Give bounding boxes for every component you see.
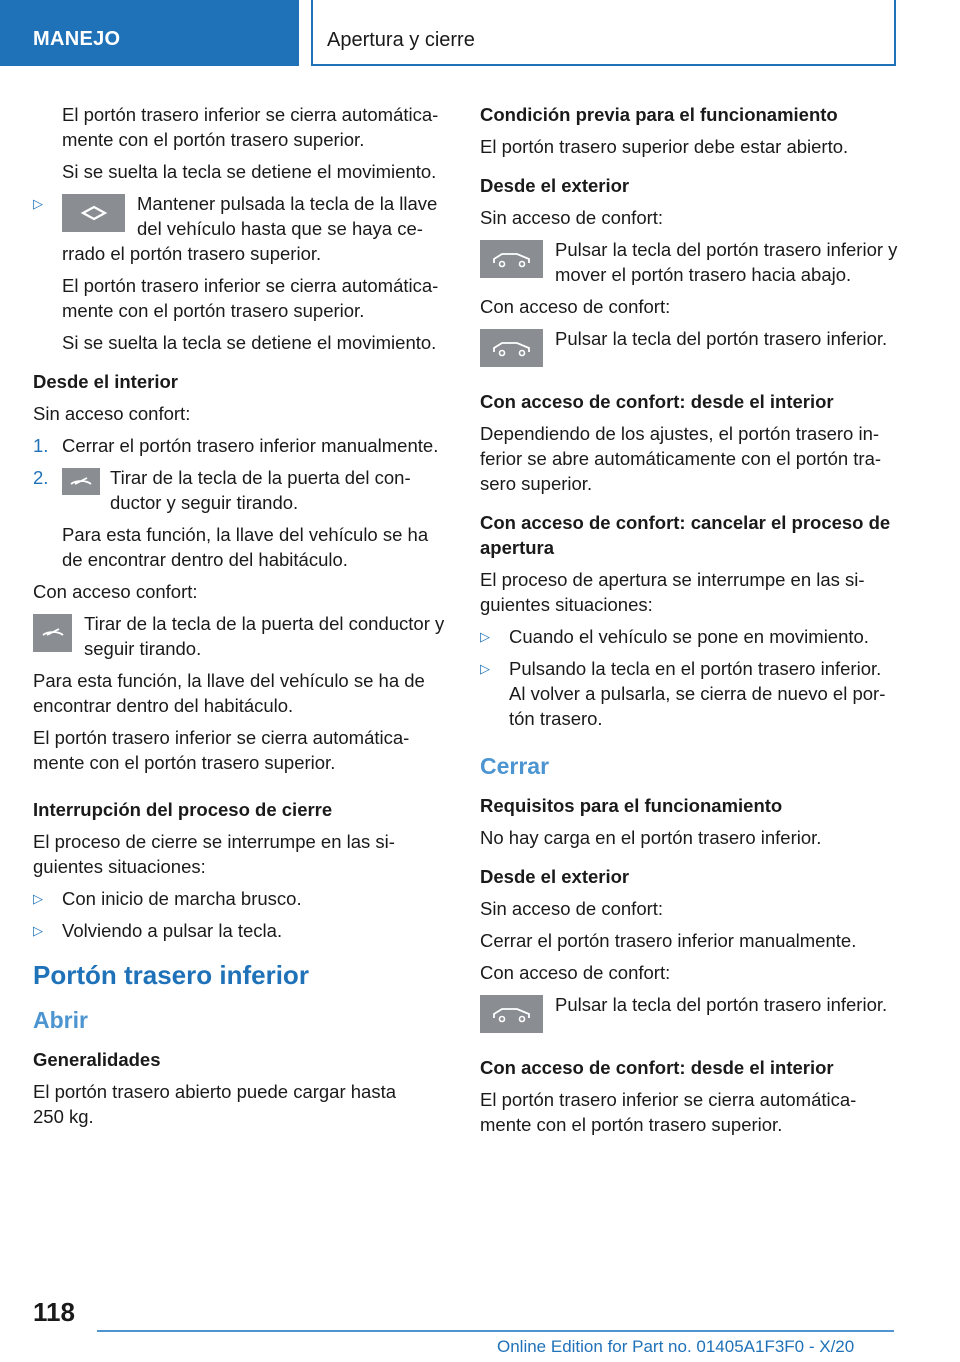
step-item [33,433,451,458]
subsection-heading: Desde el exterior [480,866,630,887]
paragraph: El portón trasero superior debe estar abierto. [480,136,849,157]
bullet-text: Cuando el vehículo se pone en movimiento. [509,626,869,647]
triangle-bullet-icon: ▷ [33,891,43,906]
left-column [33,102,451,1136]
paragraph: Con acceso de confort: [480,296,671,317]
subsection-heading: Con acceso de confort: desde el interior [480,1057,834,1078]
car-tailgate-icon [480,240,543,278]
triangle-bullet-icon: ▷ [480,661,490,676]
bullet-item [480,656,900,731]
chapter-tab [311,0,896,66]
door-handle-icon [33,614,72,652]
paragraph: El proceso de cierre se interrumpe en las siguientes situaciones: [33,831,395,877]
icon-instruction [480,992,900,1033]
step-text: Tirar de la tecla de la puerta del conductor y seguir tirando. [110,467,411,513]
paragraph: Si se suelta la tecla se detiene el movimiento. [62,332,437,353]
paragraph: Con acceso confort: [33,581,198,602]
paragraph: Con acceso de confort: [480,962,671,983]
step-item [33,465,451,515]
subsection-heading: Cerrar [480,753,550,779]
car-tailgate-icon [480,329,543,367]
subsection-heading: Desde el interior [33,371,178,392]
bullet-text: Con inicio de marcha brusco. [62,888,302,909]
step-number: 2. [33,467,49,488]
edition-note: Online Edition for Part no. 01405A1F3F0 - X/20 [497,1337,855,1356]
paragraph: El portón trasero inferior se cierra automáticamente con el portón trasero superior. [62,104,439,150]
icon-instruction [480,326,900,367]
paragraph: Sin acceso de confort: [480,207,664,228]
paragraph: Dependiendo de los ajustes, el portón trasero inferior se abre automáticamente con el portón trasero superior. [480,423,882,494]
subsection-heading: Con acceso de confort: cancelar el proceso de apertura [480,512,891,558]
bullet-text: Volviendo a pulsar la tecla. [62,920,283,941]
bullet-item [33,886,451,911]
page-number: 118 [33,1297,75,1327]
key-tailgate-icon [62,194,125,232]
instruction-text: Pulsar la tecla del portón trasero inferior. [555,328,888,349]
bullet-text: Mantener pulsada la tecla de la llave del vehículo hasta que se haya cerrado el portón trasero superior. [62,193,438,264]
paragraph: El proceso de apertura se interrumpe en las siguientes situaciones: [480,569,865,615]
bullet-item [33,918,451,943]
subsection-heading: Desde el exterior [480,175,630,196]
paragraph: Sin acceso confort: [33,403,191,424]
icon-instruction [480,237,900,287]
section-tab [0,0,299,66]
paragraph: Si se suelta la tecla se detiene el movimiento. [62,161,437,182]
step-number: 1. [33,435,49,456]
step-text: Cerrar el portón trasero inferior manualmente. [62,435,439,456]
triangle-bullet-icon: ▷ [33,923,43,938]
section-title: MANEJO [33,28,121,50]
triangle-bullet-icon: ▷ [33,196,43,211]
triangle-bullet-icon: ▷ [480,629,490,644]
bullet-item [480,624,900,649]
paragraph: Cerrar el portón trasero inferior manualmente. [480,930,857,951]
instruction-text: Pulsar la tecla del portón trasero inferior y mover el portón trasero hacia abajo. [555,239,898,285]
subsection-heading: Interrupción del proceso de cierre [33,799,333,820]
subsection-heading: Condición previa para el funcionamiento [480,104,838,125]
chapter-title: Apertura y cierre [327,29,475,51]
paragraph: No hay carga en el portón trasero inferior. [480,827,822,848]
bullet-text: Pulsando la tecla en el portón trasero inferior. Al volver a pulsarla, se cierra de nuevo el portón trasero. [509,658,886,729]
subsection-heading: Generalidades [33,1049,161,1070]
subsection-heading: Con acceso de confort: desde el interior [480,391,834,412]
footer-divider [97,1330,894,1332]
paragraph: El portón trasero inferior se cierra automáticamente con el portón trasero superior. [62,275,439,321]
paragraph: El portón trasero inferior se cierra automáticamente con el portón trasero superior. [480,1089,857,1135]
right-column [480,102,900,1144]
paragraph: Para esta función, la llave del vehículo se ha de encontrar dentro del habitáculo. [33,670,425,716]
bullet-item [33,191,451,266]
paragraph: El portón trasero abierto puede cargar hasta 250 kg. [33,1081,397,1127]
paragraph: Para esta función, la llave del vehículo se ha de encontrar dentro del habitáculo. [62,524,429,570]
car-tailgate-icon [480,995,543,1033]
instruction-text: Tirar de la tecla de la puerta del conductor y seguir tirando. [84,613,445,659]
icon-instruction [33,611,451,661]
door-handle-icon [62,468,100,495]
paragraph: El portón trasero inferior se cierra automáticamente con el portón trasero superior. [33,727,410,773]
section-heading: Portón trasero inferior [33,960,309,990]
paragraph: Sin acceso de confort: [480,898,664,919]
instruction-text: Pulsar la tecla del portón trasero inferior. [555,994,888,1015]
subsection-heading: Abrir [33,1007,88,1033]
subsection-heading: Requisitos para el funcionamiento [480,795,783,816]
